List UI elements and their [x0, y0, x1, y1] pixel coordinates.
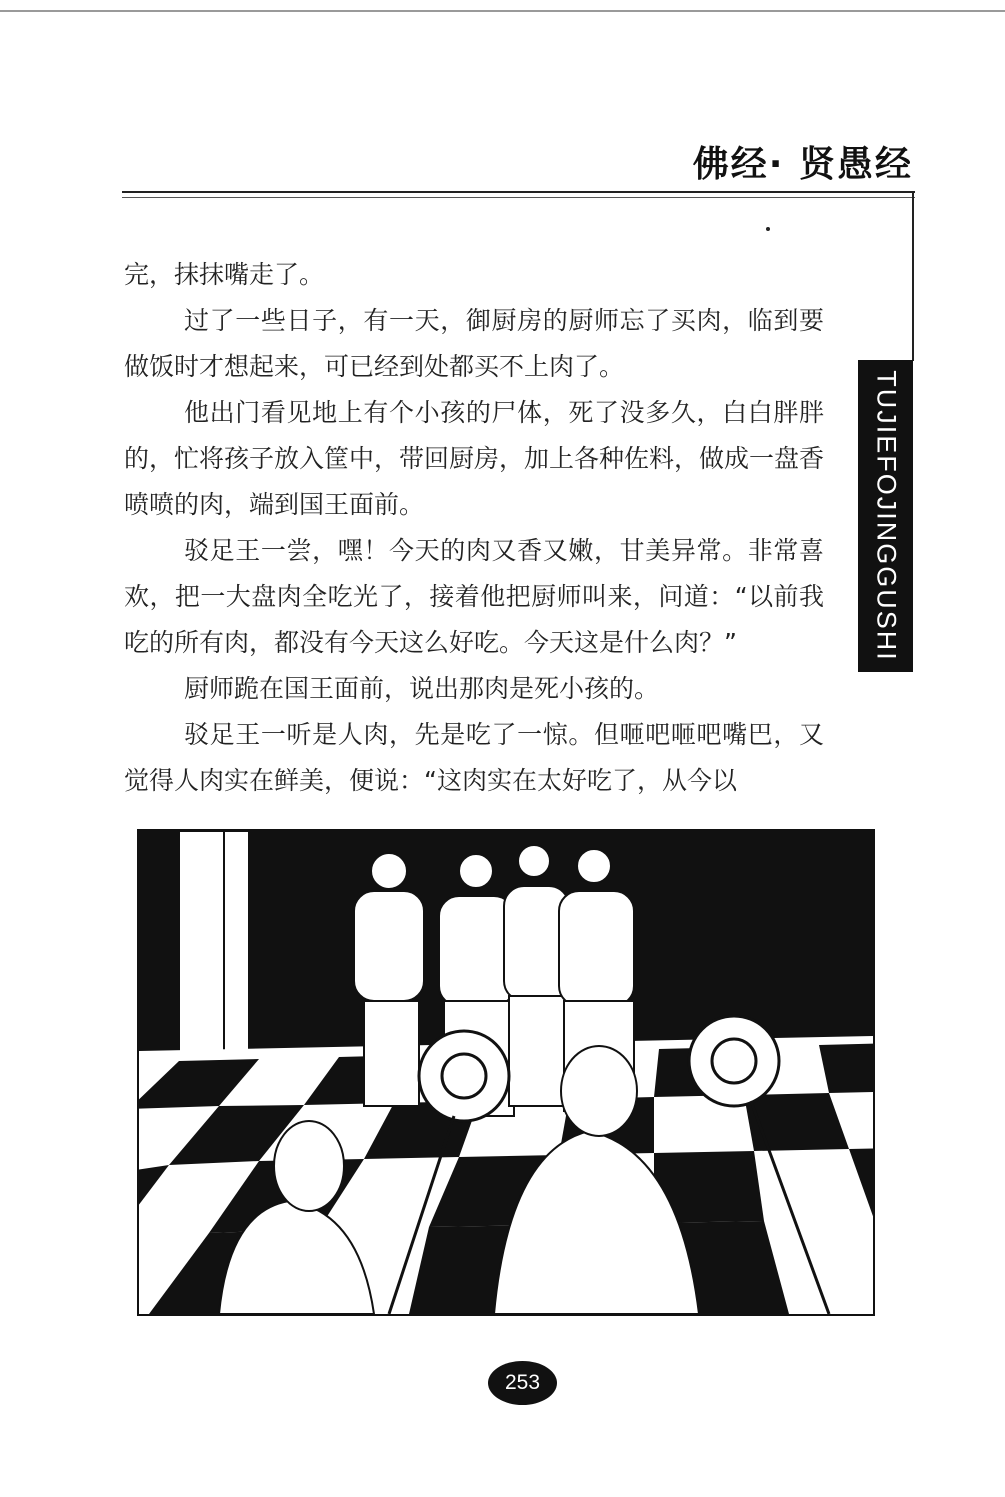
palace-court-scene-illustration [137, 829, 875, 1316]
side-rule [912, 191, 914, 361]
paragraph: 驳足王一尝，嘿！今天的肉又香又嫩，甘美异常。非常喜欢，把一大盘肉全吃光了，接着他把厨师叫来，问道：“以前我吃的所有肉，都没有今天这么好吃。今天这是什么肉？” [124, 536, 824, 657]
paragraph: 过了一些日子，有一天，御厨房的厨师忘了买肉，临到要做饭时才想起来，可已经到处都买不上肉了。 [124, 306, 824, 381]
top-rule [0, 10, 1005, 12]
ink-dot [766, 227, 770, 231]
paragraph: 厨师跪在国王面前，说出那肉是死小孩的。 [184, 674, 660, 703]
running-header-title: 佛经· 贤愚经 [692, 144, 913, 185]
body-text [124, 252, 824, 804]
paragraph: 他出门看见地上有个小孩的尸体，死了没多久，白白胖胖的，忙将孩子放入筐中，带回厨房，加上各种佐料，做成一盘香喷喷的肉，端到国王面前。 [124, 398, 825, 519]
side-tab-label: TUJIEFOJINGGUSHI [871, 370, 901, 662]
header-rule [122, 191, 915, 193]
page-number: 253 [488, 1361, 557, 1405]
paragraph: 完，抹抹嘴走了。 [124, 260, 325, 289]
paragraph: 驳足王一听是人肉，先是吃了一惊。但咂吧咂吧嘴巴，又觉得人肉实在鲜美，便说：“这肉实在太好吃了，从今以 [124, 720, 824, 795]
side-tab [858, 360, 913, 672]
header-rule-thin [122, 197, 915, 198]
